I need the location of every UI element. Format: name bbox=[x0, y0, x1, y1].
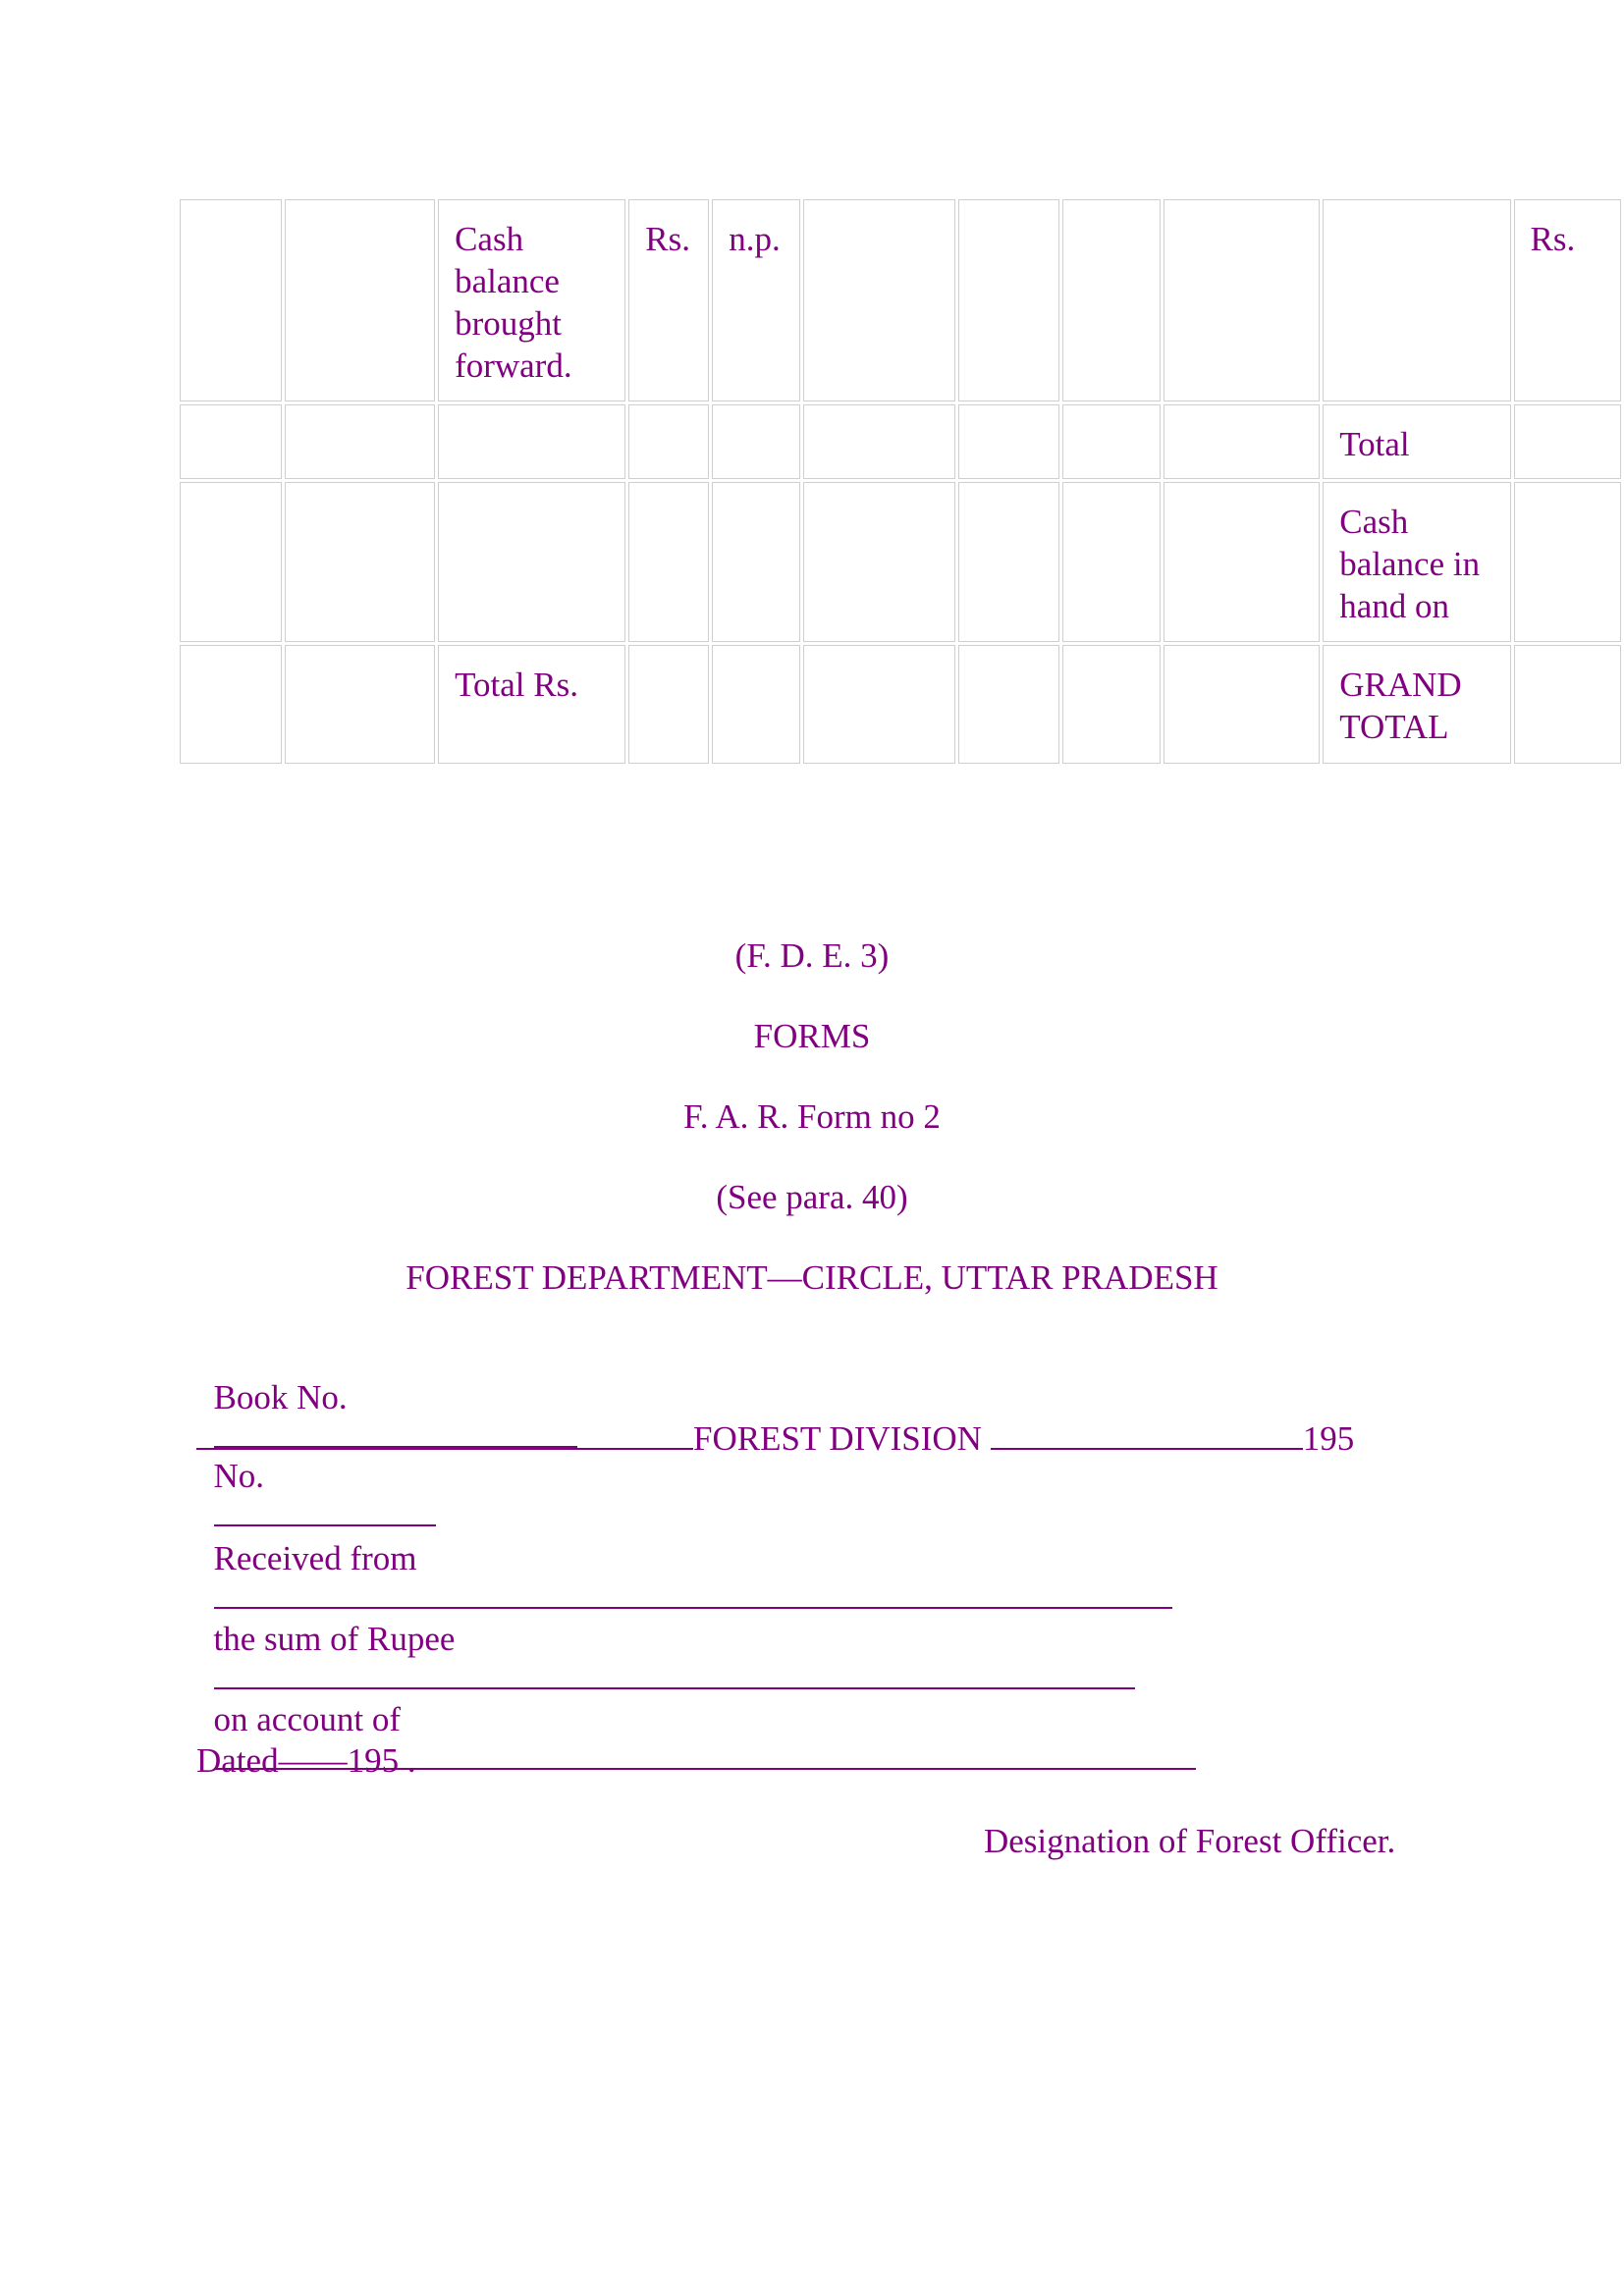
naye-paise-header-cell: n.p. bbox=[712, 199, 800, 401]
forest-division-label: FOREST DIVISION bbox=[693, 1419, 982, 1458]
division-name-field[interactable] bbox=[196, 1420, 693, 1450]
ledger-cell bbox=[1164, 482, 1320, 642]
ledger-cell bbox=[1062, 482, 1161, 642]
ledger-cell bbox=[1164, 199, 1320, 401]
ledger-row bbox=[180, 404, 1621, 479]
no-label: No. bbox=[213, 1457, 265, 1495]
para-reference: (See para. 40) bbox=[716, 1178, 908, 1216]
grand-total-cell: GRAND TOTAL bbox=[1323, 645, 1510, 764]
forms-heading: FORMS bbox=[753, 1017, 871, 1055]
dated-line: Dated——195 . bbox=[196, 1741, 416, 1780]
ledger-cell bbox=[628, 645, 709, 764]
cash-balance-in-hand-cell: Cash balance in hand on bbox=[1323, 482, 1510, 642]
received-from-label: Received from bbox=[213, 1539, 417, 1577]
ledger-cell bbox=[628, 482, 709, 642]
form-code: (F. D. E. 3) bbox=[734, 936, 890, 975]
ledger-cell bbox=[958, 482, 1060, 642]
ledger-cell bbox=[628, 404, 709, 479]
cash-balance-brought-forward-cell: Cash balance brought forward. bbox=[438, 199, 625, 401]
ledger-cell bbox=[1514, 404, 1621, 479]
ledger-cell bbox=[958, 199, 1060, 401]
ledger-cell bbox=[180, 482, 282, 642]
ledger-cell bbox=[1062, 645, 1161, 764]
year-suffix: 195 bbox=[1302, 1419, 1355, 1458]
ledger-cell bbox=[712, 645, 800, 764]
ledger-cell bbox=[803, 404, 955, 479]
book-no-label: Book No. bbox=[213, 1378, 348, 1416]
designation-of-officer: Designation of Forest Officer. bbox=[984, 1822, 1396, 1860]
ledger-cell bbox=[958, 645, 1060, 764]
ledger-cell bbox=[1514, 645, 1621, 764]
ledger-cell bbox=[438, 482, 625, 642]
ledger-cell bbox=[1514, 482, 1621, 642]
total-label-cell: Total bbox=[1323, 404, 1510, 479]
ledger-cell bbox=[1164, 404, 1320, 479]
total-rs-cell: Total Rs. bbox=[438, 645, 625, 764]
ledger-cell bbox=[1323, 199, 1510, 401]
form-number: F. A. R. Form no 2 bbox=[683, 1097, 941, 1136]
ledger-cell bbox=[1062, 199, 1161, 401]
ledger-cell bbox=[438, 404, 625, 479]
ledger-cell bbox=[180, 199, 282, 401]
account-label: on account of bbox=[213, 1700, 401, 1738]
department-title: FOREST DEPARTMENT—CIRCLE, UTTAR PRADESH bbox=[406, 1258, 1218, 1297]
cash-ledger-table bbox=[177, 196, 1624, 767]
sum-label: the sum of Rupee bbox=[213, 1620, 456, 1658]
ledger-row bbox=[180, 199, 1621, 401]
ledger-cell bbox=[712, 482, 800, 642]
ledger-cell bbox=[285, 404, 436, 479]
ledger-cell bbox=[285, 482, 436, 642]
ledger-cell bbox=[285, 199, 436, 401]
ledger-cell bbox=[285, 645, 436, 764]
ledger-cell bbox=[180, 645, 282, 764]
ledger-cell bbox=[803, 645, 955, 764]
ledger-cell bbox=[1062, 404, 1161, 479]
ledger-cell bbox=[712, 404, 800, 479]
ledger-cell bbox=[803, 482, 955, 642]
ledger-cell bbox=[1164, 645, 1320, 764]
division-date-field[interactable] bbox=[991, 1420, 1303, 1450]
rupees-header-cell: Rs. bbox=[628, 199, 709, 401]
ledger-cell bbox=[958, 404, 1060, 479]
ledger-cell bbox=[803, 199, 955, 401]
ledger-row bbox=[180, 482, 1621, 642]
ledger-cell bbox=[180, 404, 282, 479]
rupees-header-cell-right: Rs. bbox=[1514, 199, 1621, 401]
ledger-row bbox=[180, 645, 1621, 764]
forest-division-line bbox=[196, 1419, 1354, 1459]
